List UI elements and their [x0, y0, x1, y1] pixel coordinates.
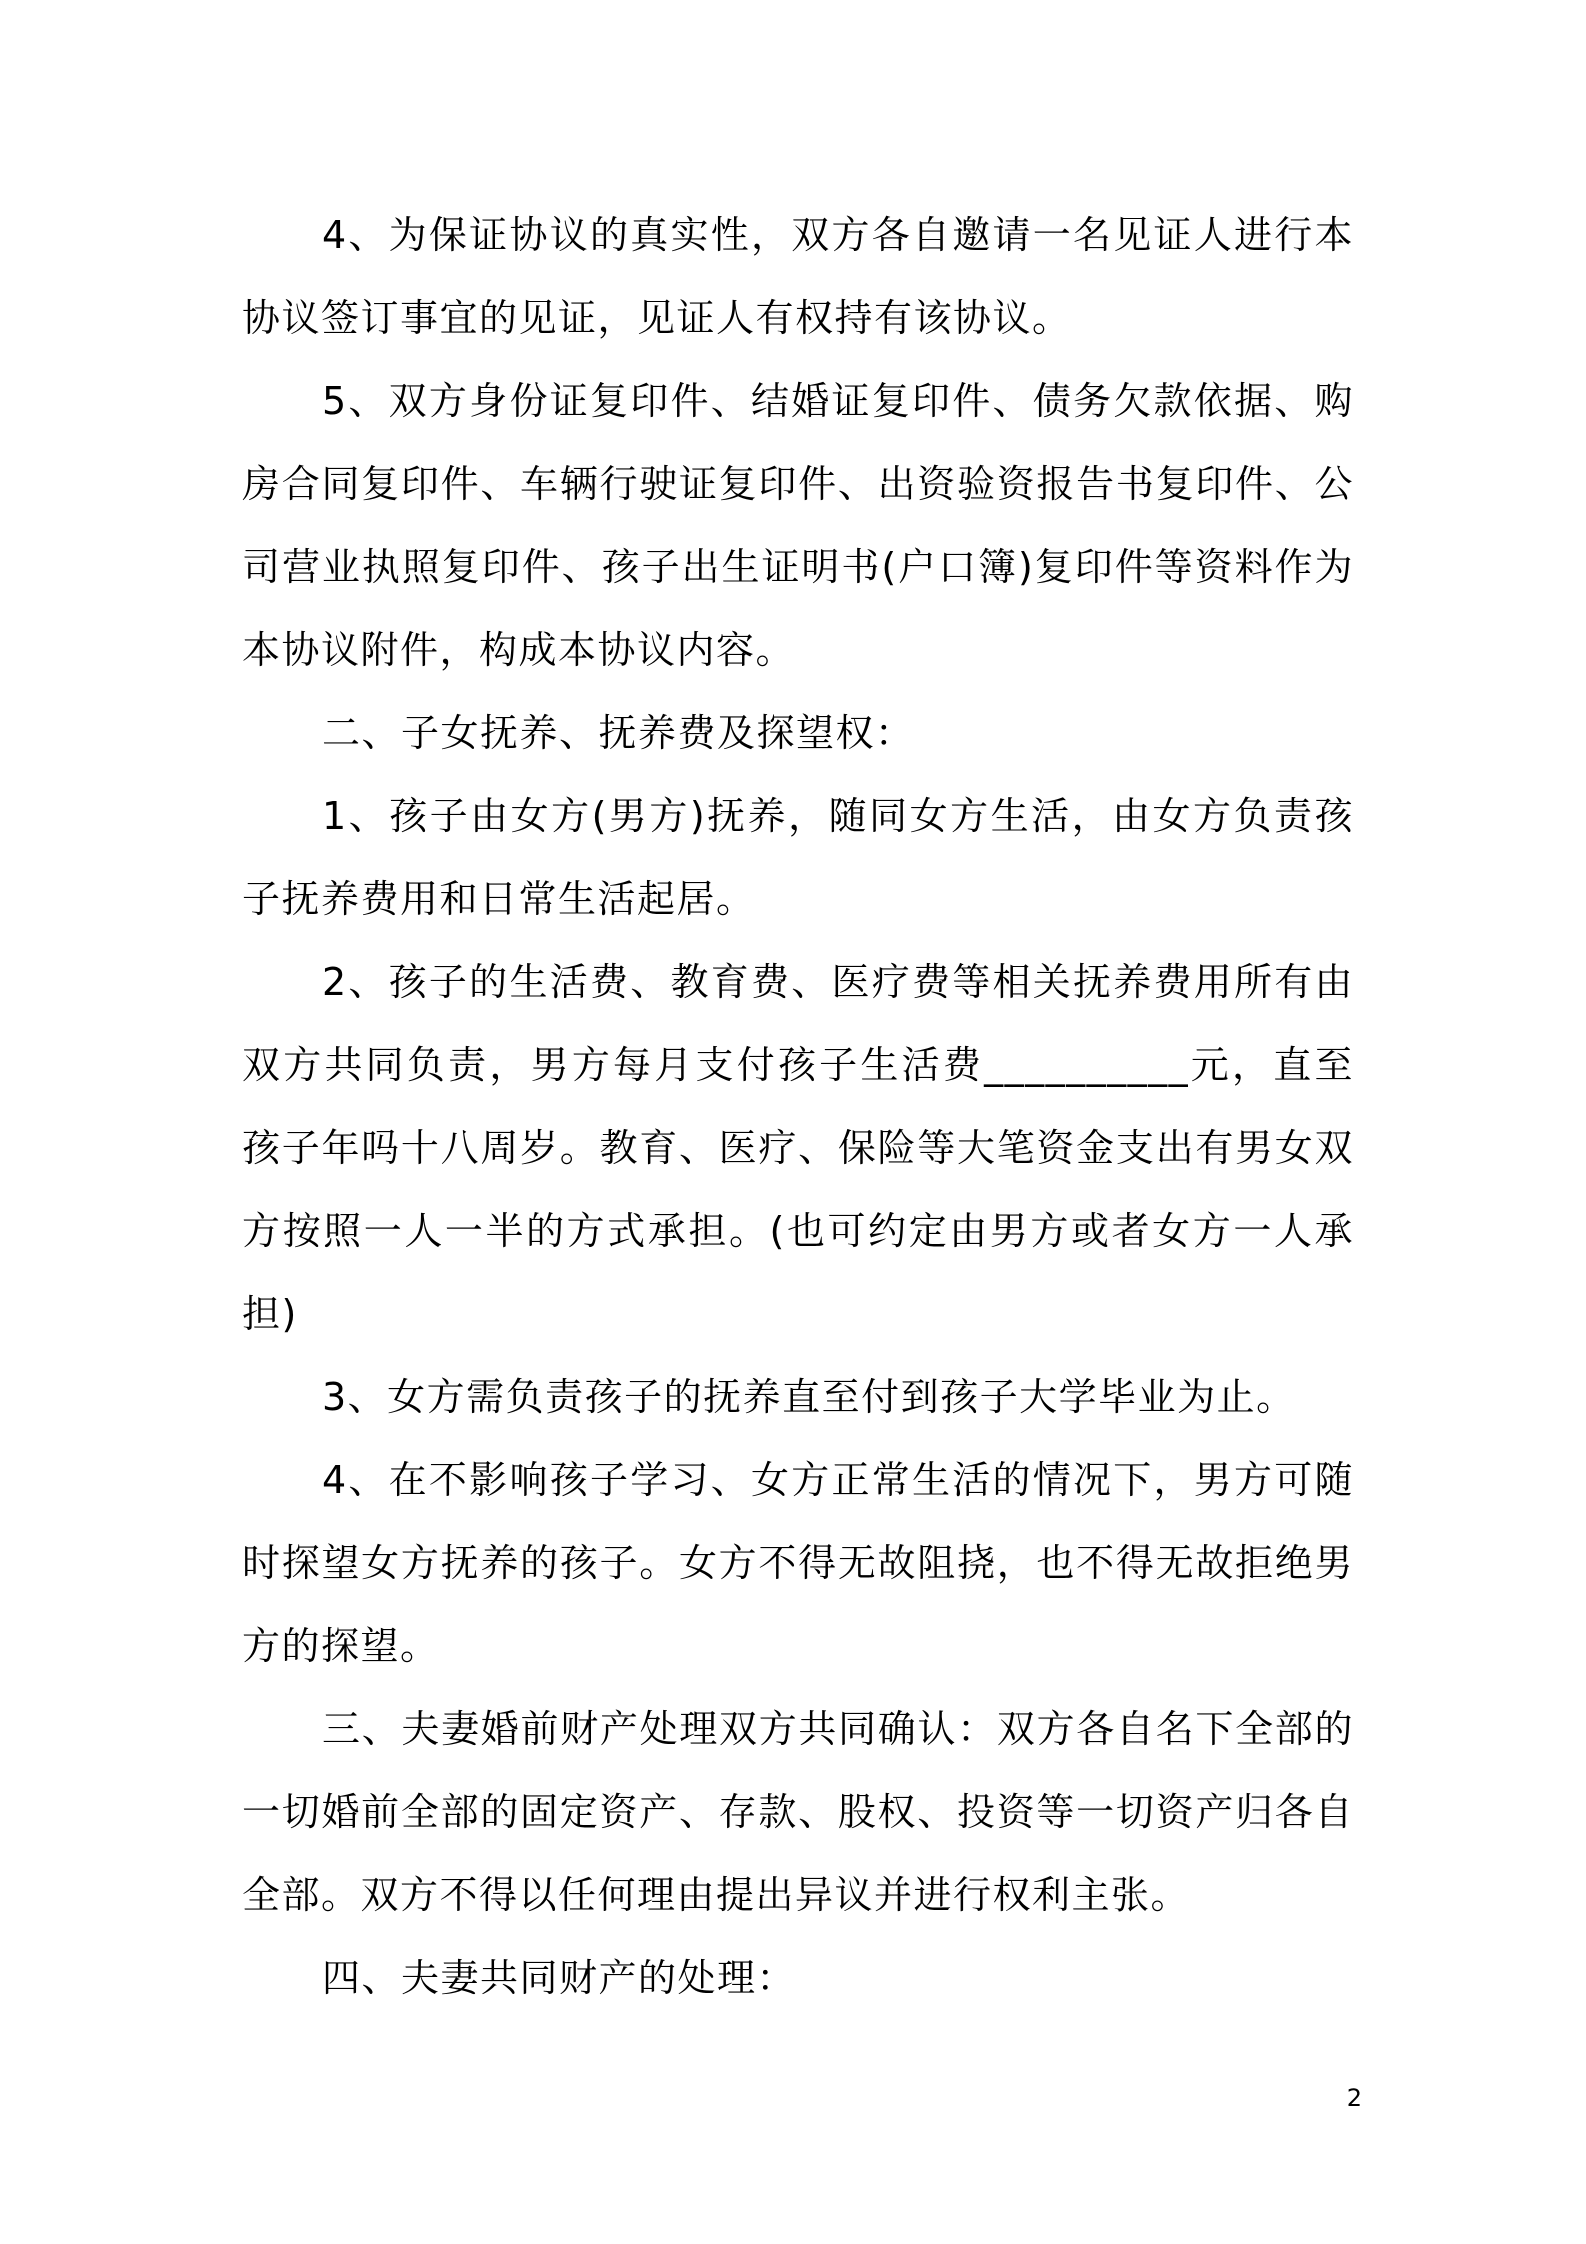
paragraph-visitation-clause: 4、在不影响孩子学习、女方正常生活的情况下，男方可随时探望女方抚养的孩子。女方不得无故阻挠，也不得无故拒绝男方的探望。: [242, 1458, 1354, 1668]
document-body: [242, 194, 1354, 2020]
paragraph-attachments-clause: 5、双方身份证复印件、结婚证复印件、债务欠款依据、购房合同复印件、车辆行驶证复印件、出资验资报告书复印件、公司营业执照复印件、孩子出生证明书(户口簿)复印件等资料作为本协议附件，构成本协议内容。: [242, 379, 1354, 672]
paragraph-custody-clause: 1、孩子由女方(男方)抚养，随同女方生活，由女方负责孩子抚养费用和日常生活起居。: [242, 794, 1354, 921]
section-heading-joint-property: 四、夫妻共同财产的处理：: [322, 1956, 797, 2000]
section-heading-premarital-property: 三、夫妻婚前财产处理双方共同确认：双方各自名下全部的一切婚前全部的固定资产、存款、股权、投资等一切资产归各自全部。双方不得以任何理由提出异议并进行权利主张。: [242, 1707, 1354, 1917]
paragraph-witness-clause: 4、为保证协议的真实性，双方各自邀请一名见证人进行本协议签订事宜的见证，见证人有权持有该协议。: [242, 213, 1354, 340]
paragraph-child-support-clause: 2、孩子的生活费、教育费、医疗费等相关抚养费用所有由双方共同负责，男方每月支付孩子生活费__________元，直至孩子年吗十八周岁。教育、医疗、保险等大笔资金支出有男女双方按照一人一半的方式承担。(也可约定由男方或者女方一人承担): [242, 960, 1354, 1336]
page-number: 2: [1346, 2084, 1362, 2112]
section-heading-child-custody: 二、子女抚养、抚养费及探望权：: [322, 711, 915, 755]
paragraph-custody-duration-clause: 3、女方需负责孩子的抚养直至付到孩子大学毕业为止。: [322, 1375, 1296, 1419]
